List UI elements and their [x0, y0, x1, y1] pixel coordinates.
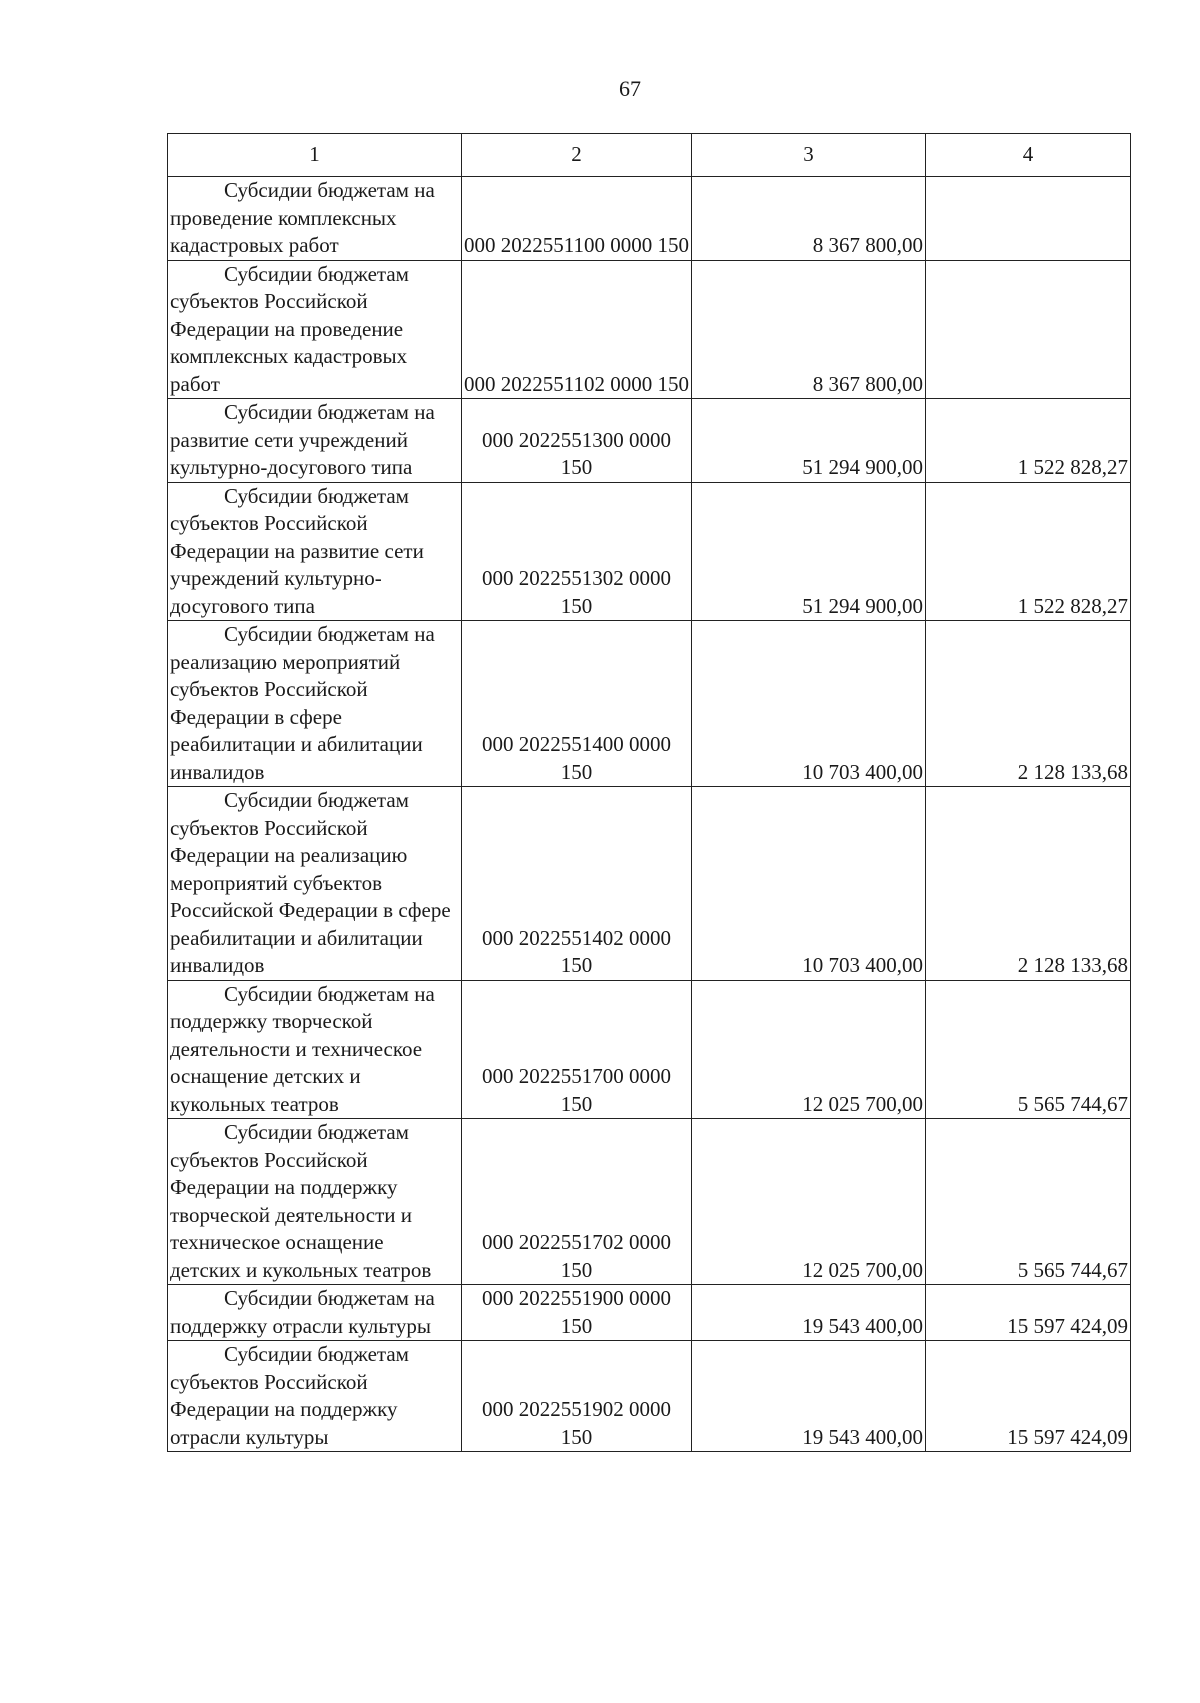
column-header-3: 3 — [692, 134, 926, 177]
row-classification-code: 000 2022551902 0000 150 — [462, 1341, 692, 1452]
row-description: Субсидии бюджетам субъектов Российской Федерации на реализацию мероприятий субъектов Российской Федерации в сфере реабилитации и абилитации инвалидов — [168, 787, 462, 981]
row-classification-code: 000 2022551402 0000 150 — [462, 787, 692, 981]
table-row — [168, 980, 1131, 1119]
row-value-col3: 19 543 400,00 — [692, 1341, 926, 1452]
budget-table — [167, 133, 1131, 1452]
row-classification-code: 000 2022551400 0000 150 — [462, 621, 692, 787]
column-header-2: 2 — [462, 134, 692, 177]
table-row — [168, 787, 1131, 981]
row-value-col3: 19 543 400,00 — [692, 1285, 926, 1341]
row-classification-code: 000 2022551700 0000 150 — [462, 980, 692, 1119]
row-value-col3: 12 025 700,00 — [692, 980, 926, 1119]
row-description: Субсидии бюджетам на проведение комплексных кадастровых работ — [168, 177, 462, 261]
row-description: Субсидии бюджетам субъектов Российской Федерации на развитие сети учреждений культурно-досугового типа — [168, 482, 462, 621]
row-description: Субсидии бюджетам субъектов Российской Федерации на поддержку творческой деятельности и техническое оснащение детских и кукольных театров — [168, 1119, 462, 1285]
row-description: Субсидии бюджетам на развитие сети учреждений культурно-досугового типа — [168, 399, 462, 483]
table-row — [168, 621, 1131, 787]
row-description: Субсидии бюджетам на поддержку отрасли культуры — [168, 1285, 462, 1341]
row-classification-code: 000 2022551302 0000 150 — [462, 482, 692, 621]
row-description: Субсидии бюджетам на реализацию мероприятий субъектов Российской Федерации в сфере реабилитации и абилитации инвалидов — [168, 621, 462, 787]
row-value-col3: 51 294 900,00 — [692, 399, 926, 483]
table-row — [168, 399, 1131, 483]
row-value-col3: 12 025 700,00 — [692, 1119, 926, 1285]
row-value-col4 — [926, 260, 1131, 399]
table-header-row — [168, 134, 1131, 177]
row-value-col3: 10 703 400,00 — [692, 787, 926, 981]
table-row — [168, 1119, 1131, 1285]
row-value-col4: 15 597 424,09 — [926, 1285, 1131, 1341]
row-value-col3: 8 367 800,00 — [692, 260, 926, 399]
row-value-col4: 5 565 744,67 — [926, 980, 1131, 1119]
row-value-col3: 10 703 400,00 — [692, 621, 926, 787]
table-row — [168, 177, 1131, 261]
row-classification-code: 000 2022551702 0000 150 — [462, 1119, 692, 1285]
table-row — [168, 482, 1131, 621]
row-classification-code: 000 2022551300 0000 150 — [462, 399, 692, 483]
row-value-col4: 15 597 424,09 — [926, 1341, 1131, 1452]
row-value-col4: 2 128 133,68 — [926, 621, 1131, 787]
page-number: 67 — [619, 76, 641, 101]
row-value-col4 — [926, 177, 1131, 261]
row-value-col4: 1 522 828,27 — [926, 399, 1131, 483]
row-classification-code: 000 2022551900 0000 150 — [462, 1285, 692, 1341]
row-description: Субсидии бюджетам субъектов Российской Федерации на поддержку отрасли культуры — [168, 1341, 462, 1452]
row-description: Субсидии бюджетам на поддержку творческой деятельности и техническое оснащение детских и кукольных театров — [168, 980, 462, 1119]
row-classification-code: 000 2022551100 0000 150 — [462, 177, 692, 261]
row-classification-code: 000 2022551102 0000 150 — [462, 260, 692, 399]
row-description: Субсидии бюджетам субъектов Российской Федерации на проведение комплексных кадастровых работ — [168, 260, 462, 399]
column-header-4: 4 — [926, 134, 1131, 177]
table-row — [168, 1285, 1131, 1341]
column-header-1: 1 — [168, 134, 462, 177]
table-row — [168, 1341, 1131, 1452]
row-value-col3: 51 294 900,00 — [692, 482, 926, 621]
table-row — [168, 260, 1131, 399]
row-value-col4: 1 522 828,27 — [926, 482, 1131, 621]
row-value-col4: 2 128 133,68 — [926, 787, 1131, 981]
row-value-col4: 5 565 744,67 — [926, 1119, 1131, 1285]
row-value-col3: 8 367 800,00 — [692, 177, 926, 261]
